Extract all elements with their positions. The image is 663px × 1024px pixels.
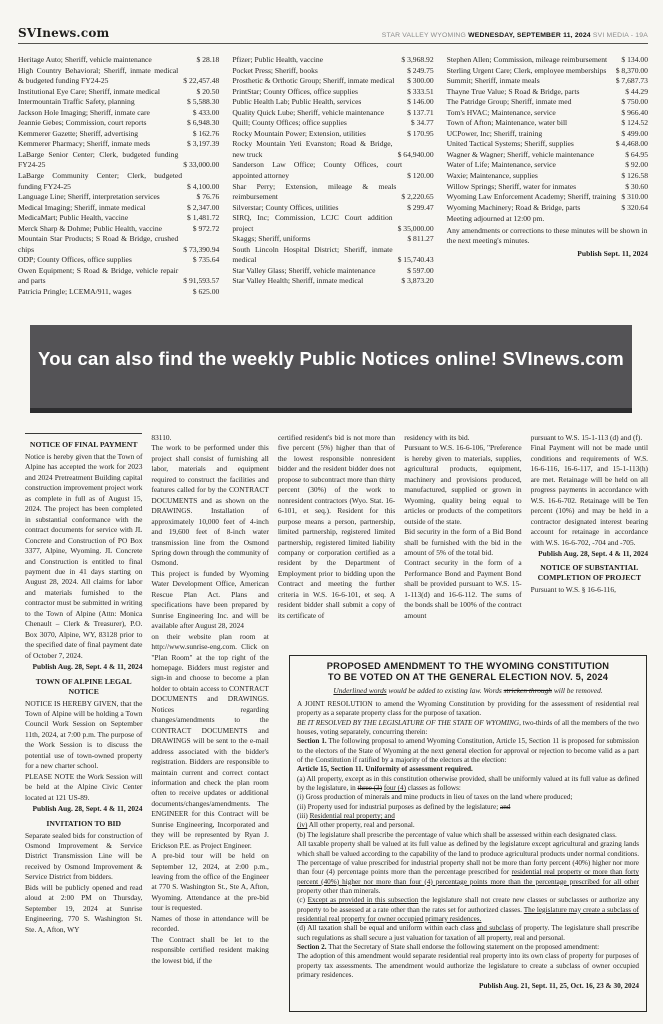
expense-amount: $ 120.00 <box>407 171 434 181</box>
expense-amount: $ 6,948.30 <box>187 118 220 128</box>
expense-description: Star Valley Health; Sheriff, inmate medical <box>232 276 364 286</box>
amendment-title-line1: PROPOSED AMENDMENT TO THE WYOMING CONSTITUTION <box>326 661 610 671</box>
expense-amount: $ 15,740.43 <box>397 255 434 265</box>
expense-description: Summit; Sheriff, inmate meals <box>446 76 540 86</box>
expense-description: Prosthetic & Orthotic Group; Sheriff, inmate medical <box>232 76 395 86</box>
expense-item <box>18 287 219 298</box>
expense-description: Pocket Press; Sheriff, books <box>232 65 318 75</box>
expense-amount: $ 137.71 <box>407 107 434 117</box>
notice-block: TOWN OF ALPINE LEGAL NOTICE <box>35 676 132 696</box>
expense-description: Medical Imaging; Sheriff, inmate medical <box>18 202 146 212</box>
expense-description: Willow Springs; Sheriff, water for inmates <box>446 181 577 191</box>
expense-description: Rocky Mountain Yeti Evanston; Road & Bridge, new truck <box>232 139 393 159</box>
expense-amount: $ 1,481.72 <box>187 213 220 223</box>
notice-block: NOTICE IS HEREBY GIVEN, that the Town of Alpine will be holding a Town Council Work Session on September 11th, 2024, at 7:00 p.m. The purpose of the Work Session is to discuss the potential use of town-owned property for a new charter school. <box>25 698 143 771</box>
expense-amount: $ 124.52 <box>621 118 648 128</box>
amendment-paragraph: Section 2. That the Secretary of State shall endorse the following statement on the proposed amendment: <box>297 942 600 951</box>
header-divider <box>18 43 648 44</box>
notice-block: Bid security in the form of a Bid Bond shall be furnished with the bid in the amount of 5% of the total bid. <box>404 527 522 557</box>
notice-column-5 <box>531 433 648 654</box>
expense-description: ODP; County Offices, office supplies <box>18 255 132 265</box>
expense-description: Rocky Mountain Power; Extension, utilities <box>232 128 366 138</box>
expense-amount: $ 22,457.48 <box>183 76 220 86</box>
expense-amount: $ 966.40 <box>621 107 648 117</box>
expense-item <box>18 87 219 98</box>
masthead <box>18 26 648 40</box>
expense-description: Intermountain Traffic Safety, planning <box>18 97 135 107</box>
expense-item <box>232 182 433 203</box>
notice-block: certified resident's bid is not more than five percent (5%) higher than that of the lowest responsible nonresident bidder and the resident bidder does not propose to subcontract more than thirty percent (30%) of the work to nonresident contractors (Wyo. Stat. 16-6-101, et seq.). Resident for this purpose means a person, partnership, limited partnership, registered limited partnership, registered limited liability company or corporation certified as a resident by the Department of Employment prior to bidding upon the Contract and meeting the further criteria in W.S. 16-6-101, et seq. A resident bidder shall submit a copy of its certificate of <box>277 433 396 620</box>
amendments-note: Any amendments or corrections to these minutes will be shown in the next meeting's minutes. <box>446 225 648 246</box>
expense-item <box>232 129 433 140</box>
expense-description: Public Health Lab; Public Health, services <box>232 97 362 107</box>
expense-amount: $ 433.00 <box>192 107 220 117</box>
expense-item <box>18 171 219 192</box>
expense-item <box>232 234 433 245</box>
expense-item <box>18 224 219 235</box>
amendment-box <box>289 655 647 1012</box>
notice-block: Final Payment will not be made until conditions and requirements of W.S. 16-6-116, 16-6-117, and 15-1-113(h) are met. Retainage will be held on all progress payments in accordance with W.S. 16-6-702. Retainage will be Ten percent (10%) and may be held in a contractor designated interest bearing account for retainage in accordance with W.S. 16-6-702, -704 and -705. <box>530 443 649 547</box>
expense-amount: $ 35,000.00 <box>397 223 434 233</box>
expense-item <box>447 97 648 108</box>
expense-description: Jackson Hole Imaging; Sheriff, inmate care <box>18 107 150 117</box>
expense-amount: $ 735.64 <box>192 255 220 265</box>
expense-amount: $ 126.58 <box>621 171 648 181</box>
notice-block: Pursuant to W.S. § 16-6-116, <box>530 585 616 595</box>
online-notice-banner <box>30 325 632 413</box>
amendment-paragraph: (ii) Property used for industrial purposes as defined by the legislature; and <box>297 802 511 811</box>
expense-description: LaBarge Community Center; Clerk, budgeted funding FY24-25 <box>18 171 183 191</box>
expense-description: United Tactical Systems; Sheriff, supplies <box>446 139 574 149</box>
expense-amount: $ 320.64 <box>621 202 648 212</box>
expense-description: UCPower, Inc; Sheriff, training <box>446 128 543 138</box>
notice-column-4 <box>404 433 521 654</box>
expense-description: South Lincoln Hospital District; Sheriff, inmate medical <box>232 244 393 265</box>
notice-block: Separate sealed bids for construction of Osmond Improvement & Service District Transmission Line will be received by Osmond Improvement & Service District from bidders. <box>25 830 143 882</box>
notice-block: This project is funded by Wyoming Water Development Office, American Rescue Plan Act. Plans and specifications have been prepared by Sunrise Engineering Inc. and will be available after August 28, 2024 <box>151 568 269 631</box>
expense-amount: $ 64,940.00 <box>397 149 434 159</box>
expense-description: Quill; County Offices; office supplies <box>232 118 347 128</box>
expense-item <box>447 76 648 87</box>
amendment-paragraph: (c) Except as provided in this subsection the legislature shall not create new classes or subclasses or authorize any property to be assessed at a rate other than the rates set for authorized classes. The legislature may create a subclass of residential real property for owner occupied primary residences. <box>297 896 640 923</box>
amendment-paragraph: (i) Gross production of minerals and mine products in lieu of taxes on the land where produced; <box>297 793 573 802</box>
expense-report-section <box>18 55 648 298</box>
expense-amount: $ 2,220.65 <box>401 192 434 202</box>
amendment-paragraph: A JOINT RESOLUTION to amend the Wyoming Constitution by providing for the assessment of residential real property as a separate property class for the purpose of taxation. <box>297 700 639 718</box>
public-notices-section <box>25 433 648 1024</box>
notice-block: The Contract shall be let to the responsible certified resident making the lowest bid, if the <box>151 934 269 965</box>
expense-item <box>18 139 219 150</box>
expense-amount: $ 91,593.57 <box>183 276 220 286</box>
expense-description: Wyoming Law Enforcement Academy; Sheriff, training <box>446 192 617 202</box>
expense-item <box>447 160 648 171</box>
notice-block: Pursuant to W.S. 16-6-106, "Preference is hereby given to materials, supplies, agricultural products, equipment, machinery and provisions produced, manufactured, supplied or grown in Wyoming, quality being equal to articles or products of the competitors outside of the state. <box>404 443 522 526</box>
expense-amount: $ 73,390.94 <box>183 244 220 254</box>
expense-amount: $ 811.27 <box>407 234 434 244</box>
expense-amount: $ 3,873.20 <box>401 276 434 286</box>
expense-amount: $ 499.00 <box>621 128 648 138</box>
expense-column-3-items <box>447 55 648 213</box>
notice-block: Publish Aug. 28, Sept. 4 & 11, 2024 <box>32 662 143 672</box>
expense-amount: $ 972.72 <box>192 223 220 233</box>
expense-amount: $ 76.76 <box>196 192 220 202</box>
expense-item <box>232 108 433 119</box>
expense-description: Heritage Auto; Sheriff, vehicle maintenance <box>18 55 152 64</box>
expense-amount: $ 3,968.92 <box>401 55 434 64</box>
expense-item <box>18 266 219 287</box>
meeting-adjourned-note: Meeting adjourned at 12:00 pm. <box>446 214 545 224</box>
expense-item <box>18 150 219 171</box>
expense-item <box>18 234 219 255</box>
expense-amount: $ 299.47 <box>407 202 434 212</box>
expense-amount: $ 146.00 <box>407 97 434 107</box>
amendment-paragraph: (iii) Residential real property; and <box>297 812 395 821</box>
amendment-paragraph: (b) The legislature shall prescribe the percentage of value which shall be assessed within each designated class. <box>297 830 617 839</box>
expense-column-3 <box>447 55 648 298</box>
expense-amount: $ 4,468.00 <box>615 139 648 149</box>
expense-amount: $ 597.00 <box>407 265 434 275</box>
expense-item <box>232 203 433 214</box>
expense-item <box>18 55 219 66</box>
expense-amount: $ 8,370.00 <box>615 65 648 75</box>
expense-item <box>447 182 648 193</box>
expense-amount: $ 5,588.30 <box>187 97 220 107</box>
expense-item <box>18 203 219 214</box>
expense-item <box>18 118 219 129</box>
expense-description: MedicaMart; Public Health, vaccine <box>18 213 129 223</box>
expense-item <box>447 118 648 129</box>
expense-description: Owen Equipment; S Road & Bridge, vehicle repair and parts <box>18 265 179 286</box>
notice-block: The work to be performed under this project shall consist of furnishing all labor, materials and equipment required to construct the facilities and features called for by the CONTRACT DOCUMENTS and as shown on the DRAWINGS. Installation of approximately 10,000 feet of 4-inch and 19,600 feet of 8-inch water transmission line from the Osmond Spring down through the community of Osmond. <box>151 443 269 568</box>
notice-block: Bids will be publicly opened and read aloud at 2:00 PM on Thursday, September 19, 2024 at Sunrise Engineering, 770 S. Washington St. Ste. A, Afton, WY <box>25 882 143 934</box>
expense-description: Waxie; Maintenance, supplies <box>446 171 538 181</box>
amendment-paragraph: The adoption of this amendment would separate residential real property into its own class of property for purposes of property tax assessments. The amendment would authorize the legislature to create a subclass of owner occupied primary residences. <box>297 952 639 979</box>
expense-description: High Country Behavioral; Sheriff, inmate medical & budgeted funding FY24-25 <box>18 65 179 86</box>
expense-item <box>232 266 433 277</box>
expense-description: Stephen Allen; Commission, mileage reimbursement <box>446 55 608 64</box>
expense-description: Tom's HVAC; Maintenance, service <box>446 107 556 117</box>
notice-column-2 <box>151 433 268 1024</box>
expense-amount: $ 750.00 <box>621 97 648 107</box>
expense-amount: $ 33,000.00 <box>183 160 220 170</box>
expense-description: Wyoming Machinery; Road & Bridge, parts <box>446 202 581 212</box>
dateline-edition: SVI MEDIA - 19A <box>590 32 648 39</box>
expense-item <box>18 213 219 224</box>
expense-item <box>232 76 433 87</box>
expense-item <box>447 192 648 203</box>
expense-amount: $ 34.77 <box>410 118 434 128</box>
expense-item <box>232 66 433 77</box>
expense-amount: $ 7,687.73 <box>615 76 648 86</box>
expense-description: Water of Life; Maintenance, service <box>446 160 556 170</box>
expense-item <box>18 66 219 87</box>
expense-description: Quality Quick Lube; Sheriff, vehicle maintenance <box>232 107 385 117</box>
expense-amount: $ 4,100.00 <box>187 181 220 191</box>
notice-block: Publish Aug. 28, Sept. 4 & 11, 2024 <box>32 804 143 814</box>
notice-column-1 <box>25 433 142 1024</box>
expense-description: Institutional Eye Care; Sheriff, inmate medical <box>18 86 160 96</box>
expense-item <box>18 97 219 108</box>
expense-amount: $ 28.18 <box>196 55 220 64</box>
expense-description: Mountain Star Products; S Road & Bridge, crushed chips <box>18 234 179 254</box>
expense-item <box>18 255 219 266</box>
expense-description: Sanderson Law Office; County Offices, court appointed attorney <box>232 160 403 181</box>
expense-column-2 <box>232 55 433 298</box>
expense-amount: $ 333.51 <box>407 86 434 96</box>
expense-amount: $ 249.75 <box>407 65 434 75</box>
expense-item <box>447 139 648 150</box>
expense-description: Wagner & Wagner; Sheriff, vehicle maintenance <box>446 149 595 159</box>
expense-description: Skaggs; Sheriff, uniforms <box>232 234 311 244</box>
expense-item <box>232 55 433 66</box>
dateline-location: STAR VALLEY WYOMING <box>381 32 469 39</box>
expense-item <box>232 87 433 98</box>
notice-block: NOTICE OF SUBSTANTIAL COMPLETION OF PROJECT <box>537 563 642 583</box>
expense-amount: $ 92.00 <box>625 160 648 170</box>
expense-item <box>232 245 433 266</box>
expense-description: Kemmerer Gazette; Sheriff, advertising <box>18 128 139 138</box>
notice-block: Names of those in attendance will be recorded. <box>151 913 269 934</box>
amendment-paragraph: (iv) All other property, real and personal. <box>297 821 415 830</box>
expense-item <box>232 276 433 287</box>
expense-amount: $ 64.95 <box>625 149 648 159</box>
expense-column-1 <box>18 55 219 298</box>
notice-block: on their website plan room at http://www.sunrise-eng.com. Click on "Plan Room" at the top right of the homepage. Bidders must register and sign-in and choose to become a plan holder to obtain access to CONTRACT DOCUMENTS and DRAWINGS. Notices regarding changes/amendments to the CONTRACT DOCUMENTS and DRAWINGS will be sent to the e-mail address associated with the bidder's registration. Bidders are responsible to maintain current and correct contact information and check the plan room often to receive updates or additional documents/changes/amendments. The ENGINEER for this Contract will be Sunrise Engineering, Incorporated and they will be represented by Ryan J. Erickson P.E. as Project Engineer. <box>151 631 269 850</box>
notice-block: A pre-bid tour will be held on September 12, 2024, at 2:00 p.m., leaving from the office of the Engineer at 770 S. Washington St., Ste A, Afton, Wyoming. Attendance at the pre-bid tour is requested. <box>151 851 269 913</box>
expense-amount: $ 170.95 <box>407 128 434 138</box>
expense-amount: $ 625.00 <box>192 287 220 297</box>
expense-description: Thayne True Value; S Road & Bridge, parts <box>446 86 580 96</box>
expense-description: Jeannie Gebes; Commission, court reports <box>18 118 147 128</box>
expense-item <box>232 97 433 108</box>
expense-item <box>447 66 648 77</box>
expense-description: Pfizer; Public Health, vaccine <box>232 55 323 64</box>
notice-block: pursuant to W.S. 15-1-113 (d) and (f). <box>530 433 643 442</box>
expense-item <box>447 108 648 119</box>
expense-description: Patricia Pringle; LCEMA/911, wages <box>18 287 132 297</box>
expense-description: Merck Sharp & Dohme; Public Health, vaccine <box>18 223 163 233</box>
amendment-paragraph: Article 15, Section 11. Uniformity of assessment required. <box>297 765 473 774</box>
expense-amount: $ 44.29 <box>625 86 648 96</box>
amendment-paragraph: Section 1. The following proposal to amend Wyoming Constitution, Article 15, Section 11 is proposed for submission to the electors of the State of Wyoming at the next general election for approval or rejection to become valid as a part of the Constitution if ratified by a majority of the electors at the election: <box>297 737 640 765</box>
expense-description: PrintStar; County Offices, office supplies <box>232 86 358 96</box>
expense-item <box>232 213 433 234</box>
expense-amount: $ 300.00 <box>407 76 434 86</box>
notice-block: Notice is hereby given that the Town of Alpine has accepted the work for 2023 and 2024 Pretreatment Building capital construction improvement project work as complete in full as of August 15, 2024. The project has been completed in substantial conformance with the contract documents for service with JL Concrete and Construction of PO Box 3377, Alpine, Wyoming. JL Concrete and Construction is entitled to final payment due in 41 days starting on August 28, 2024. All claims for labor and materials furnished to the contractor must be submitted in writing to the Town of Alpine (Attn: Monica Chenault – Clerk & Treasurer), P.O. Box 3070, Alpine, WY, 83128 prior to the specified date of final payment date of October 7, 2024. <box>25 452 143 660</box>
expense-description: Star Valley Glass; Sheriff, vehicle maintenance <box>232 265 376 275</box>
amendment-legend: Underlined words would be added to existing law. Words stricken through will be removed. <box>333 686 603 695</box>
amendment-paragraph: All taxable property shall be valued at its full value as defined by the legislature except agricultural and grazing lands which shall be valued according to the capability of the land to produce agricultural products under normal conditions. The percentage of value prescribed for industrial property shall not be more than forty percent (40%) higher nor more than four (4) percentage points more than the percentage prescribed for residential real property or more than forty percent (40%) higher nor more than four (4) percentage points more than the percentage prescribed for all other property other than minerals. <box>297 840 639 895</box>
notice-block: 83110. <box>151 433 172 442</box>
amendment-title-line2: TO BE VOTED ON AT THE GENERAL ELECTION NOV. 5, 2024 <box>327 672 609 682</box>
expense-item <box>447 87 648 98</box>
expense-description: Sterling Urgent Care; Clerk, employee memberships <box>446 65 607 75</box>
site-name: SVInews.com <box>18 26 110 40</box>
amendment-paragraph: BE IT RESOLVED BY THE LEGISLATURE OF THE STATE OF WYOMING, two-thirds of all the members of the two houses, voting separately, concurring therein: <box>297 718 639 737</box>
expense-description: Kemmerer Pharmacy; Sheriff, inmate meds <box>18 139 151 149</box>
expense-amount: $ 30.60 <box>625 181 648 191</box>
expense-item <box>232 139 433 160</box>
expense-item <box>447 55 648 66</box>
notice-block: NOTICE OF FINAL PAYMENT <box>29 440 138 449</box>
expense-item <box>232 160 433 181</box>
dateline-date: WEDNESDAY, SEPTEMBER 11, 2024 <box>468 32 591 39</box>
expense-description: Language Line; Sheriff, interpretation services <box>18 192 160 202</box>
expense-description: SIRQ, Inc; Commission, LCJC Court addition project <box>232 213 393 233</box>
expense-description: Silverstar; County Offices, utilities <box>232 202 339 212</box>
notice-block: Publish Aug. 28, Sept. 4 & 11, 2024 <box>538 548 649 558</box>
expense-amount: $ 162.76 <box>192 128 220 138</box>
banner-text: You can also find the weekly Public Notices online! SVInews.com <box>38 348 624 369</box>
expense-description: LaBarge Senior Center; Clerk, budgeted funding FY24-25 <box>18 149 179 170</box>
expense-item <box>447 171 648 182</box>
notice-column-3 <box>278 433 395 654</box>
amendment-publish-date: Publish Aug. 21, Sept. 11, 25, Oct. 16, 23 & 30, 2024 <box>479 981 639 991</box>
expense-item <box>232 118 433 129</box>
notice-block: PLEASE NOTE the Work Session will be held at the Alpine Civic Center located at 121 US-89. <box>25 771 143 802</box>
expense-item <box>447 129 648 140</box>
dateline <box>382 32 648 39</box>
expense-amount: $ 310.00 <box>621 192 648 202</box>
notice-block: Contract security in the form of a Performance Bond and Payment Bond shall be provided pursuant to W.S. 15-1-113(d) and 16-6-112. The sums of the bonds shall be 100% of the contract amount <box>404 558 522 620</box>
expense-item <box>18 192 219 203</box>
expense-description: The Patridge Group; Sheriff, inmate med <box>446 97 572 107</box>
expense-description: Shar Perry; Extension, mileage & meals reimbursement <box>232 181 397 202</box>
notice-block: INVITATION TO BID <box>46 818 122 828</box>
amendment-body <box>297 700 639 980</box>
amendment-paragraph: (d) All taxation shall be equal and uniform within each class and subclass of property. The legislature shall prescribe such regulations as shall secure a just valuation for taxation of all property, real and personal. <box>297 924 639 942</box>
expense-description: Town of Afton; Maintenance, water bill <box>446 118 568 128</box>
expense-amount: $ 20.50 <box>196 86 220 96</box>
notice-block: residency with its bid. <box>404 433 470 442</box>
expense-item <box>18 108 219 119</box>
expense-item <box>447 150 648 161</box>
expense-publish-date: Publish Sept. 11, 2024 <box>577 248 648 258</box>
expense-amount: $ 134.00 <box>621 55 648 64</box>
expense-item <box>447 203 648 214</box>
expense-item <box>18 129 219 140</box>
amendment-paragraph: (a) All property, except as in this constitution otherwise provided, shall be uniformly valued at its full value as defined by the legislature, in three (3) four (4) classes as follows: <box>297 774 639 793</box>
expense-amount: $ 2,347.00 <box>187 202 220 212</box>
expense-amount: $ 3,197.39 <box>187 139 220 149</box>
